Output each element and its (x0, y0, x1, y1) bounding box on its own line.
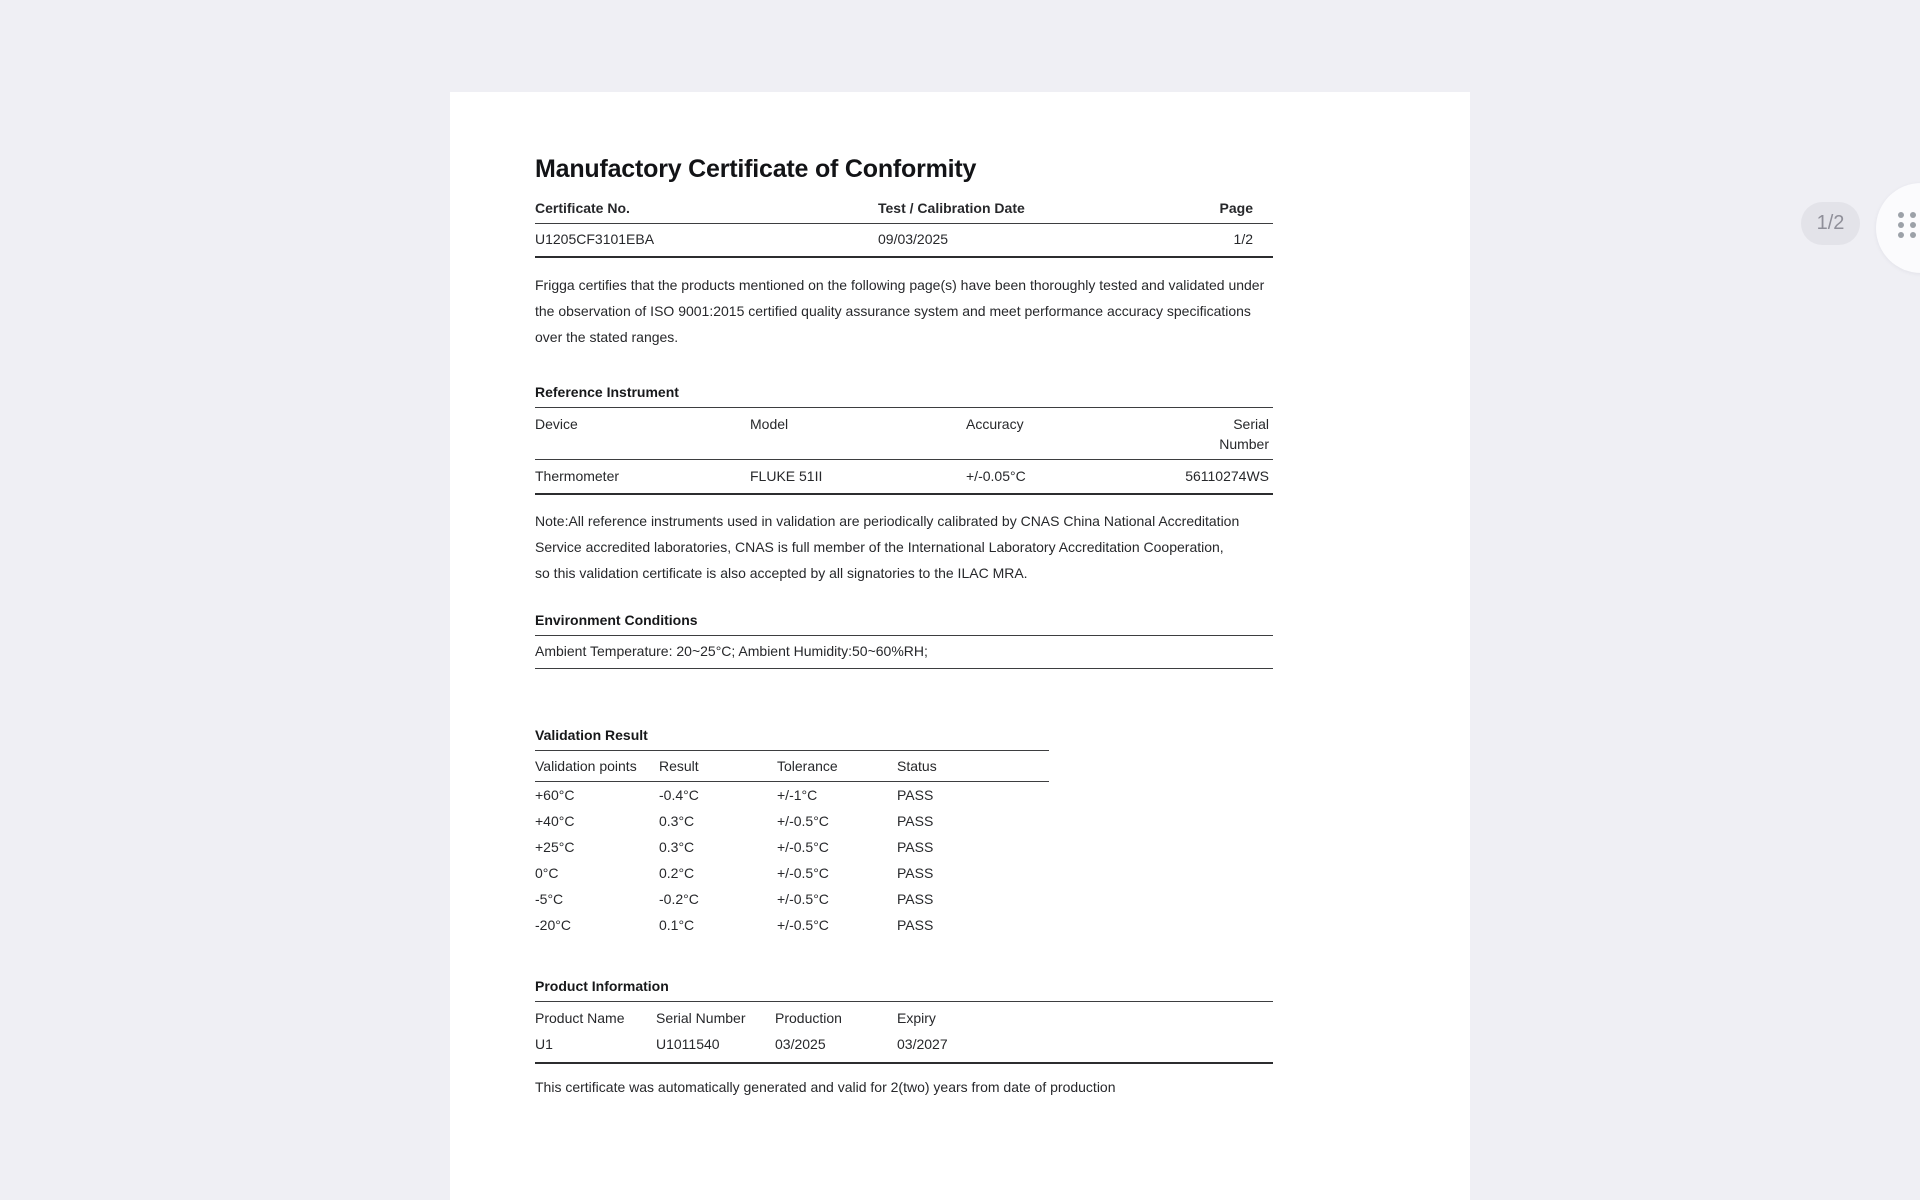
validation-tolerance: +/-0.5°C (777, 813, 829, 829)
validation-tolerance: +/-0.5°C (777, 865, 829, 881)
validation-point: +60°C (535, 787, 575, 803)
test-date-value: 09/03/2025 (878, 231, 949, 247)
certificate-table-header (535, 198, 1273, 224)
certificate-no-value: U1205CF3101EBA (535, 231, 655, 247)
intro-line: Frigga certifies that the products mentioned on the following page(s) have been thoroughly tested and validated under (535, 277, 1265, 293)
product-table-header (535, 1002, 1273, 1028)
validation-tolerance: +/-1°C (777, 787, 818, 803)
table-row (535, 886, 1049, 912)
validation-result: 0.3°C (659, 839, 695, 855)
validation-status: PASS (897, 865, 934, 881)
reference-table-header (535, 408, 1273, 460)
validation-result: -0.2°C (659, 891, 699, 907)
product-table-row (535, 1028, 1273, 1064)
model-value: FLUKE 51II (750, 468, 823, 484)
validation-tolerance: +/-0.5°C (777, 839, 829, 855)
grip-dots-icon (1898, 212, 1916, 238)
header-validation-points: Validation points (535, 758, 637, 774)
table-row (535, 912, 1049, 938)
validation-result-heading: Validation Result (535, 725, 1049, 751)
header-certificate-no: Certificate No. (535, 200, 630, 216)
validation-status: PASS (897, 787, 934, 803)
header-page: Page (1219, 200, 1253, 216)
header-test-date: Test / Calibration Date (878, 200, 1025, 216)
production-value: 03/2025 (775, 1036, 826, 1052)
header-device: Device (535, 416, 578, 432)
header-accuracy: Accuracy (966, 416, 1024, 432)
note-line: Note:All reference instruments used in validation are periodically calibrated by CNAS China National Accreditation (535, 513, 1240, 529)
validation-result: 0.3°C (659, 813, 695, 829)
certificate-validity-note: This certificate was automatically generated and valid for 2(two) years from date of production (535, 1079, 1116, 1095)
validation-result: -0.4°C (659, 787, 699, 803)
validation-result: 0.1°C (659, 917, 695, 933)
validation-point: -5°C (535, 891, 564, 907)
reference-instrument-heading: Reference Instrument (535, 382, 1273, 408)
device-value: Thermometer (535, 468, 620, 484)
header-product-serial: Serial Number (656, 1010, 746, 1026)
calibration-note (535, 508, 1273, 586)
validation-table-header (535, 751, 1049, 782)
validation-status: PASS (897, 917, 934, 933)
accuracy-value: +/-0.05°C (966, 468, 1026, 484)
validation-tolerance: +/-0.5°C (777, 917, 829, 933)
table-row (535, 808, 1049, 834)
validation-status: PASS (897, 839, 934, 855)
expiry-value: 03/2027 (897, 1036, 948, 1052)
validation-point: +40°C (535, 813, 575, 829)
validation-status: PASS (897, 813, 934, 829)
validation-status: PASS (897, 891, 934, 907)
validation-result: 0.2°C (659, 865, 695, 881)
environment-conditions-heading: Environment Conditions (535, 610, 1273, 636)
note-line: so this validation certificate is also accepted by all signatories to the ILAC MRA. (535, 565, 1028, 581)
intro-line: over the stated ranges. (535, 329, 679, 345)
header-production: Production (775, 1010, 842, 1026)
certificate-table-row (535, 224, 1273, 258)
header-status: Status (897, 758, 937, 774)
header-expiry: Expiry (897, 1010, 936, 1026)
document-page (450, 92, 1470, 1200)
validation-tolerance: +/-0.5°C (777, 891, 829, 907)
validation-point: +25°C (535, 839, 575, 855)
validation-point: -20°C (535, 917, 571, 933)
intro-paragraph (535, 272, 1273, 350)
product-serial-value: U1011540 (656, 1036, 720, 1052)
table-row (535, 860, 1049, 886)
product-information-heading: Product Information (535, 976, 1273, 1002)
serial-number-value: 56110274WS (1185, 468, 1269, 484)
header-tolerance: Tolerance (777, 758, 838, 774)
header-result: Result (659, 758, 699, 774)
page-value: 1/2 (1233, 231, 1253, 247)
table-row (535, 782, 1049, 808)
environment-conditions-value: Ambient Temperature: 20~25°C; Ambient Humidity:50~60%RH; (535, 636, 1273, 669)
header-model: Model (750, 416, 789, 432)
drag-handle-button[interactable] (1876, 183, 1920, 273)
header-serial-number: Serial Number (1219, 416, 1269, 452)
page-title: Manufactory Certificate of Conformity (535, 155, 977, 183)
page-indicator-badge: 1/2 (1801, 202, 1860, 245)
note-line: Service accredited laboratories, CNAS is full member of the International Laboratory Accreditation Cooperation, (535, 539, 1224, 555)
table-row (535, 834, 1049, 860)
document-content (535, 92, 1273, 1097)
product-name-value: U1 (535, 1036, 553, 1052)
reference-table-row (535, 460, 1273, 495)
validation-point: 0°C (535, 865, 559, 881)
header-product-name: Product Name (535, 1010, 625, 1026)
intro-line: the observation of ISO 9001:2015 certified quality assurance system and meet performance accuracy specifications (535, 303, 1251, 319)
